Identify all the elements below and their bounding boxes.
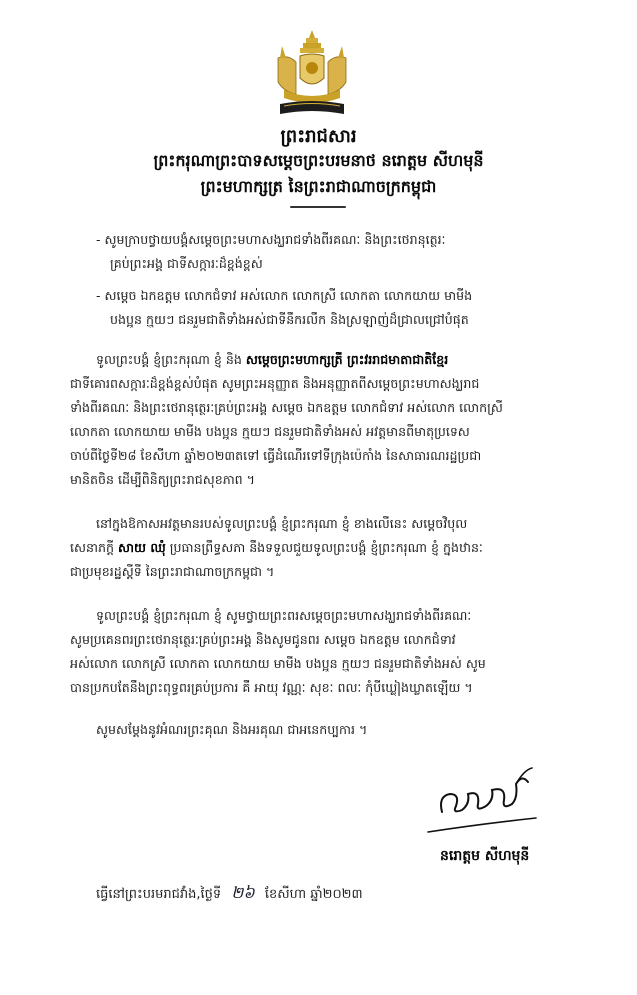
senate-president-name: សាយ ឈុំ xyxy=(117,540,166,555)
date-prefix: ធ្វើនៅព្រះបរមរាជវាំង,ថ្ងៃទី xyxy=(96,887,222,902)
paragraph-2-line-1: នៅក្នុងឱកាសអវត្តមានរបស់ទូលព្រះបង្គំ ខ្ញុំព្រះករុណា ខ្ញុំ ខាងលើនេះ សម្តេចវិបុល xyxy=(96,516,468,531)
paragraph-3-line-4: បានប្រកបតែនឹងព្រះពុទ្ធពរគ្រប់ប្រការ គឺ អាយុ វណ្ណៈ សុខៈ ពលៈ កុំបីឃ្លៀងឃ្លាតឡើយ ។ xyxy=(70,680,473,695)
king-title-line: ព្រះករុណាព្រះបាទសម្ដេចព្រះបរមនាថ នរោត្តម សីហមុនី xyxy=(153,151,484,170)
salutation-1-line-1: - សូមក្រាបថ្វាយបង្គំសម្តេចព្រះមហាសង្ឃរាជទាំងពីរគណៈ និងព្រះថេរានុត្ថេរៈ xyxy=(96,232,446,247)
date-line xyxy=(96,882,363,906)
paragraph-2-title: សេនាភក្តី xyxy=(70,540,118,555)
header-divider xyxy=(290,206,346,208)
paragraph-3-line-2: សូមប្រគេនពរព្រះថេរានុត្ថេរៈគ្រប់ព្រះអង្គ និងសូមជូនពរ សម្តេច ឯកឧត្តម លោកជំទាវ xyxy=(70,632,456,647)
paragraph-2-line-2 xyxy=(70,540,483,556)
date-day-handwritten: ២៦ xyxy=(231,883,255,902)
paragraph-1-line-5: ចាប់ពីថ្ងៃទី២៨ ខែសីហា ឆ្នាំ២០២៣តទៅ ធ្វើដំណើរទៅទីក្រុងប៉េកាំង នៃសាធារណរដ្ឋប្រជា xyxy=(70,448,482,463)
queen-mother-title: សម្តេចព្រះមហាក្សត្រី ព្រះវររាជមាតាជាតិខ្មែរ xyxy=(245,352,449,367)
paragraph-2-line-3: ជាប្រមុខរដ្ឋស្តីទី នៃព្រះរាជាណាចក្រកម្ពុជា ។ xyxy=(70,564,275,579)
document-title: ព្រះរាជសារ xyxy=(280,126,357,147)
paragraph-1-line-1 xyxy=(96,352,448,368)
salutation-2-line-1: - សម្តេច ឯកឧត្តម លោកជំទាវ អស់លោក លោកស្រី លោកតា លោកយាយ មាមីង xyxy=(96,288,473,303)
paragraph-2-rest: ប្រធានព្រឹទ្ធសភា នឹងទទួលជួយទូលព្រះបង្គំ ខ្ញុំព្រះករុណា ខ្ញុំ ក្នុងឋានៈ xyxy=(165,540,483,555)
closing-line: សូមសម្តែងនូវអំណរព្រះគុណ និងអរគុណ ជាអនេកប្បការ ។ xyxy=(96,722,368,737)
salutation-2-line-2: បងប្អូន ក្មួយៗ ជនរួមជាតិទាំងអស់ជាទីនឹករលឹក និងស្រឡាញ់ដ៏ជ្រាលជ្រៅបំផុត xyxy=(110,312,469,327)
paragraph-3-line-1: ទូលព្រះបង្គំ ខ្ញុំព្រះករុណា ខ្ញុំ សូមថ្វាយព្រះពរសម្តេចព្រះមហាសង្ឃរាជទាំងពីរគណៈ xyxy=(96,608,472,623)
paragraph-1-line-3: ទាំងពីរគណៈ និងព្រះថេរានុត្ថេរៈគ្រប់ព្រះអង្គ សម្តេច ឯកឧត្តម លោកជំទាវ អស់លោក លោកស្រី xyxy=(70,400,503,415)
paragraph-1-line-2: ជាទីគោរពសក្ការៈដ៏ខ្ពង់ខ្ពស់បំផុត សូមព្រះអនុញ្ញាត និងអនុញ្ញាតពីសម្តេចព្រះមហាសង្ឃរាជ xyxy=(70,376,480,391)
paragraph-1-lead: ទូលព្រះបង្គំ ខ្ញុំព្រះករុណា ខ្ញុំ និង xyxy=(96,352,246,367)
king-kingdom-line: ព្រះមហាក្សត្រ នៃព្រះរាជាណាចក្រកម្ពុជា xyxy=(200,177,437,196)
handwritten-signature xyxy=(420,760,540,840)
salutation-1-line-2: គ្រប់ព្រះអង្គ ជាទីសក្ការៈដ៏ខ្ពង់ខ្ពស់ xyxy=(110,256,263,271)
date-suffix: ខែសីហា ឆ្នាំ២០២៣ xyxy=(264,887,363,902)
royal-coat-of-arms-icon xyxy=(270,28,354,120)
signatory-name: នរោត្តម សីហមុនី xyxy=(440,848,530,864)
paragraph-1-line-6: មានិតចិន ដើម្បីពិនិត្យព្រះរាជសុខភាព ។ xyxy=(70,472,255,487)
paragraph-1-line-4: លោកតា លោកយាយ មាមីង បងប្អូន ក្មួយៗ ជនរួមជាតិទាំងអស់ អវត្តមានពីមាតុប្រទេស xyxy=(70,424,470,439)
paragraph-3-line-3: អស់លោក លោកស្រី លោកតា លោកយាយ មាមីង បងប្អូន ក្មួយៗ ជនរួមជាតិទាំងអស់ សូម xyxy=(70,656,486,671)
